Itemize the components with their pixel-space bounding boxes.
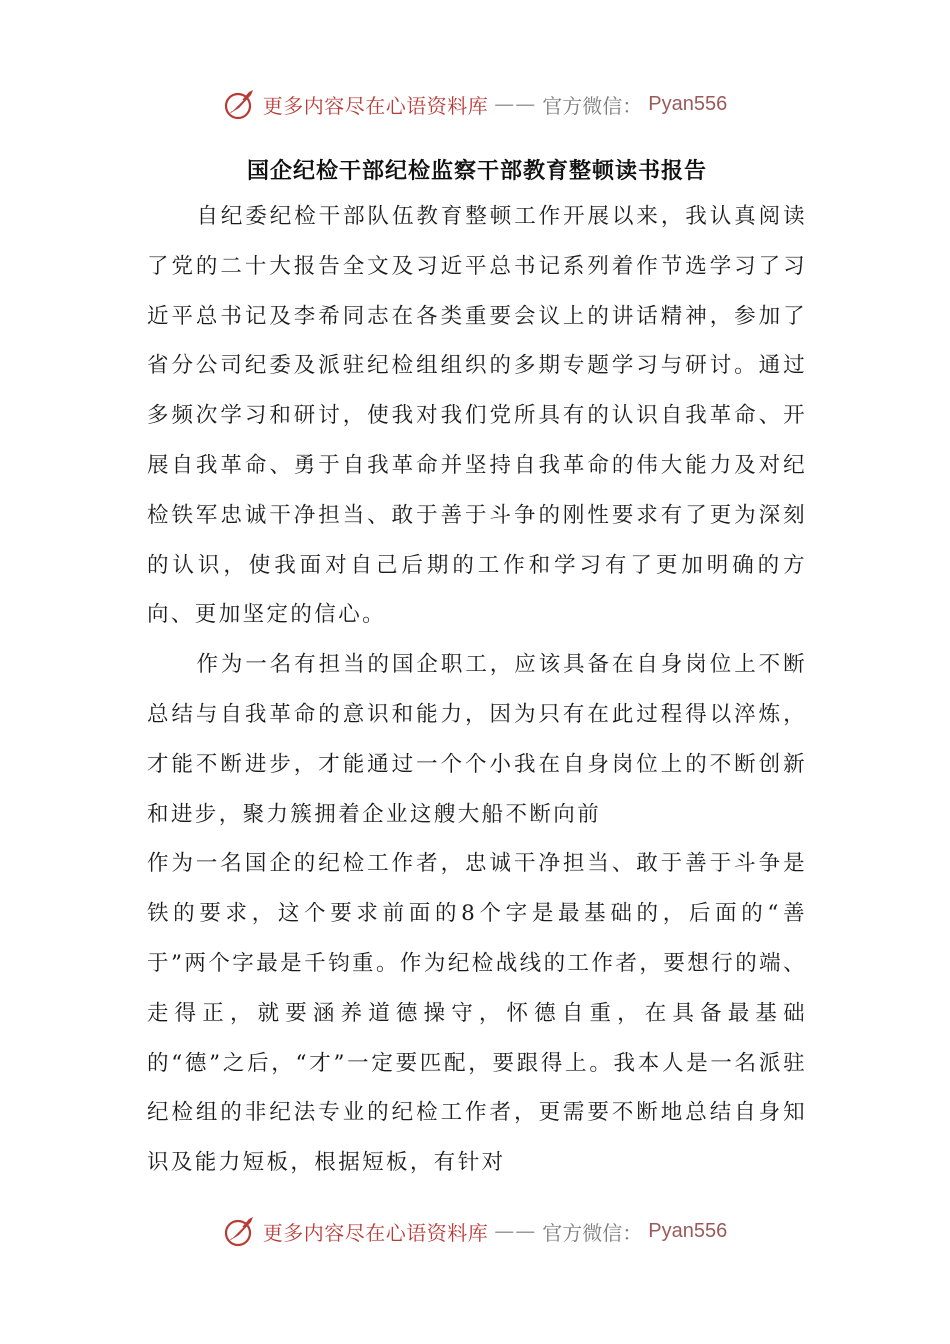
watermark-wechat-label: 官方微信： [542,1220,643,1245]
watermark-wechat-label: 官方微信： [542,93,643,118]
document-body [147,150,807,1188]
quill-pen-logo-icon [223,87,257,121]
watermark-separator: —— [494,1219,537,1243]
paragraph-2: 作为一名有担当的国企职工，应该具备在自身岗位上不断总结与自我革命的意识和能力，因为只有在此过程得以淬炼，才能不断进步，才能通过一个个小我在自身岗位上的不断创新和进步，聚力簇拥着企业这艘大船不断向前 [147,652,807,827]
watermark-header [0,84,950,124]
watermark-wechat-id: Pyan556 [648,92,728,115]
paragraph-3: 作为一名国企的纪检工作者，忠诚干净担当、敢于善于斗争是铁的要求，这个要求前面的8个字是最基础的，后面的“善于”两个字最是千钧重。作为纪检战线的工作者，要想行的端、走得正，就要涵养道德操守，怀德自重，在具备最基础的“德”之后，“才”一定要匹配，要跟得上。我本人是一名派驻纪检组的非纪法专业的纪检工作者，更需要不断地总结自身知识及能力短板，根据短板，有针对 [147,851,807,1176]
watermark-footer [0,1211,950,1251]
watermark-separator: —— [494,92,537,116]
watermark-main-text: 更多内容尽在心语资料库 [262,1220,489,1245]
quill-pen-logo-icon [223,1214,257,1248]
paragraph-1: 自纪委纪检干部队伍教育整顿工作开展以来，我认真阅读了党的二十大报告全文及习近平总书记系列着作节选学习了习近平总书记及李希同志在各类重要会议上的讲话精神，参加了省分公司纪委及派驻纪检组组织的多期专题学习与研讨。通过多频次学习和研讨，使我对我们党所具有的认识自我革命、开展自我革命、勇于自我革命并坚持自我革命的伟大能力及对纪检铁军忠诚干净担当、敢于善于斗争的刚性要求有了更为深刻的认识，使我面对自己后期的工作和学习有了更加明确的方向、更加坚定的信心。 [147,204,807,628]
document-title: 国企纪检干部纪检监察干部教育整顿读书报告 [246,158,707,184]
watermark-wechat-id: Pyan556 [648,1219,728,1242]
watermark-main-text: 更多内容尽在心语资料库 [262,93,489,118]
